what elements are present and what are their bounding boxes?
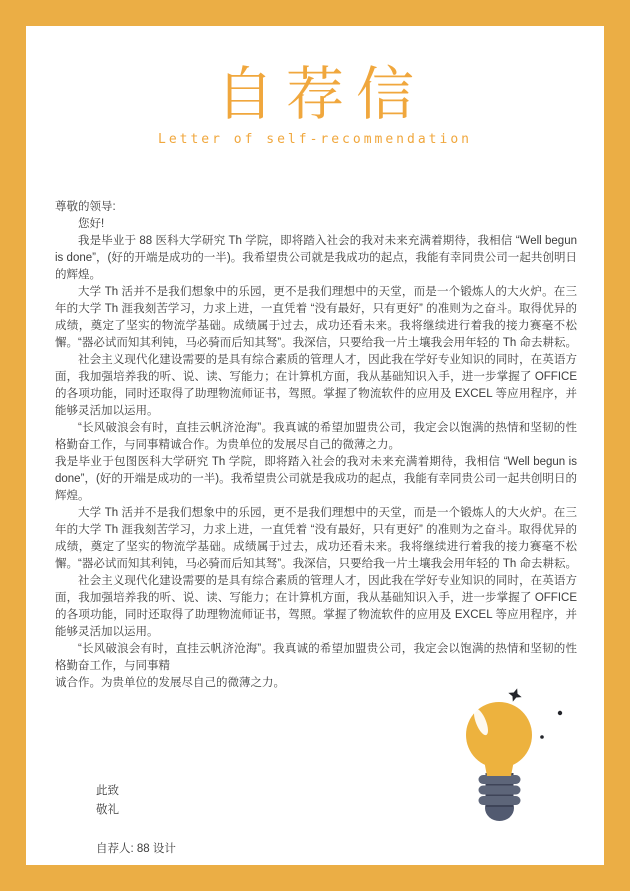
page-subtitle: Letter of self-recommendation [158, 132, 472, 147]
paragraph: 大学 Th 活并不是我们想象中的乐园，更不是我们理想中的天堂，而是一个锻炼人的大火炉。在三年的大学 Th 涯我刻苦学习，力求上进，一直凭着 “没有最好，只有更好” 的准则为之奋斗。取得优异的成绩，奠定了坚实的物流学基础。成绩属于过去，成功还看未来。我将继续进行着我的接力赛毫不松懈。“器必试而知其利钝，马必骑而后知其驽”。我深信，只要给我一片土壤我会用年轻的 Th 命去耕耘。 [55, 286, 577, 349]
salutation: 尊敬的领导: [55, 201, 116, 213]
bulb-base-ridge [479, 775, 521, 784]
paragraph: 大学 Th 活并不是我们想象中的乐园，更不是我们理想中的天堂，而是一个锻炼人的大火炉。在三年的大学 Th 涯我刻苦学习，力求上进，一直凭着 “没有最好，只有更好” 的准则为之奋斗。取得优异的成绩，奠定了坚实的物流学基础。成绩属于过去，成功还看未来。我将继续进行着我的接力赛毫不松懈。“器必试而知其利钝，马必骑而后知其驽”。我深信，只要给我一片土壤我会用年轻的 Th 命去耕耘。 [55, 507, 577, 570]
paragraph: “长风破浪会有时，直挂云帆济沧海”。我真诚的希望加盟贵公司，我定会以饱满的热情和坚韧的性格勤奋工作，与同事精诚合作。为贵单位的发展尽自己的微薄之力。 [55, 422, 577, 451]
paragraph: 我是毕业于包图医科大学研究 Th 学院，即将踏入社会的我对未来充满着期待，我相信 “Well begun is done”，(好的开端是成功的一半)。我希望贵公司就是我成功的起点，我能有幸同贵公司一起共创明日的辉煌。 [55, 456, 577, 502]
letter-sheet [26, 26, 604, 865]
closing-cizhi: 此致 [96, 785, 119, 797]
lightbulb-illustration [440, 685, 570, 850]
paragraph: 社会主义现代化建设需要的是具有综合素质的管理人才，因此我在学好专业知识的同时，在英语方面，我加强培养我的听、说、读、写能力；在计算机方面，我从基础知识入手，进一步掌握了 OFFICE 的各项功能，同时还取得了助理物流师证书，驾照。掌握了物流软件的应用及 EXCEL 等应用程序，并能够灵活加以运用。 [55, 575, 577, 638]
paragraph: 我是毕业于 88 医科大学研究 Th 学院，即将踏入社会的我对未来充满着期待，我相信 “Well begun is done”，(好的开端是成功的一半)。我希望贵公司就是我成功的起点，我能有幸同贵公司一起共创明日的辉煌。 [55, 235, 577, 281]
bulb-base-ridge [479, 786, 521, 795]
greeting: 您好! [78, 218, 105, 230]
page-title: 自荐信 [215, 62, 426, 127]
paragraph: 诚合作。为贵单位的发展尽自己的微薄之力。 [55, 677, 285, 689]
paragraph: 社会主义现代化建设需要的是具有综合素质的管理人才，因此我在学好专业知识的同时，在英语方面，我加强培养我的听、说、读、写能力；在计算机方面，我从基础知识入手，进一步掌握了 OFFICE 的各项功能，同时还取得了助理物流师证书，驾照。掌握了物流软件的应用及 EXCEL 等应用程序，并能够灵活加以运用。 [55, 354, 577, 417]
sparkle-dot-icon [558, 711, 562, 715]
paragraph: “长风破浪会有时，直挂云帆济沧海”。我真诚的希望加盟贵公司，我定会以饱满的热情和坚韧的性格勤奋工作，与同事精 [55, 643, 577, 672]
sparkle-icon [506, 686, 524, 704]
signature-line: 自荐人: 88 设计 [96, 843, 176, 855]
closing-jingli: 敬礼 [96, 804, 119, 816]
letter-body [55, 199, 577, 692]
bulb-base-ridge [479, 796, 521, 805]
lightbulb-icon [440, 685, 570, 850]
sparkle-dot-icon [540, 735, 544, 739]
letter-header [26, 26, 604, 147]
